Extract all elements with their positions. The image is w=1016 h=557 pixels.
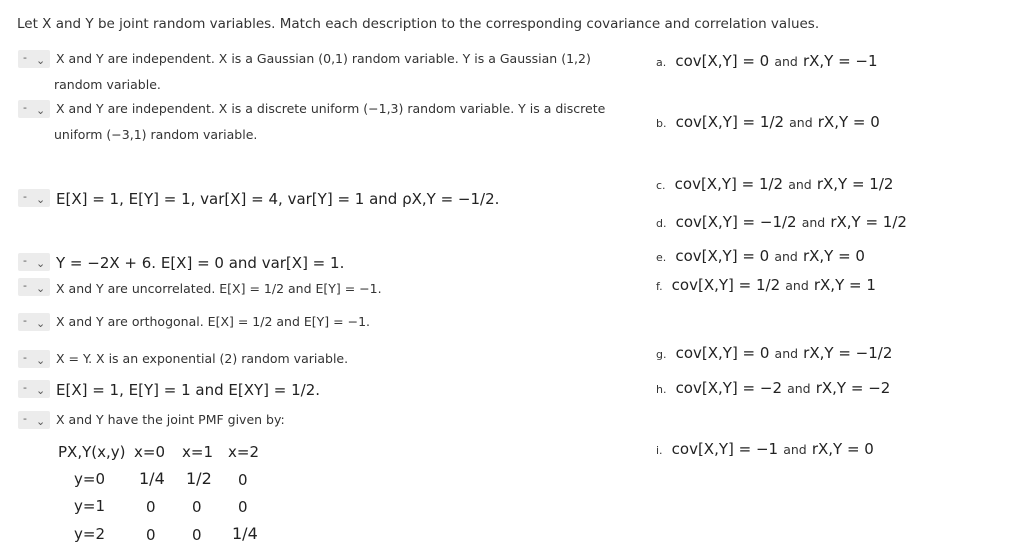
match-select-1[interactable]: - ⌄ [18,50,50,68]
chevron-down-icon: ⌄ [36,317,46,330]
pmf-row-label-y1: y=1 [74,497,105,515]
option-and: and [789,115,813,130]
pmf-cell: 0 [238,498,248,516]
option-g [656,343,892,362]
match-select-5[interactable]: - ⌄ [18,278,50,296]
option-and: and [783,442,807,457]
option-and: and [774,249,798,264]
option-a [656,51,878,70]
option-corr: rX,Y = 0 [802,247,865,265]
option-letter: i. [656,444,663,457]
match-select-9[interactable]: - ⌄ [18,411,50,429]
pmf-cell: 1/4 [139,469,165,488]
option-corr: rX,Y = −1/2 [803,344,893,362]
option-cov: cov[X,Y] = −2 [675,379,782,397]
pmf-cell: 0 [192,498,202,516]
question-7: X = Y. X is an exponential (2) random variable. [56,351,349,366]
pmf-header-x1: x=1 [182,443,213,461]
question-3: E[X] = 1, E[Y] = 1, var[X] = 4, var[Y] = 1 and ρX,Y = −1/2. [56,190,500,208]
question-5: X and Y are uncorrelated. E[X] = 1/2 and E[Y] = −1. [56,281,382,296]
chevron-down-icon: ⌄ [36,193,46,206]
pmf-cell: 1/4 [232,524,258,543]
question-8: E[X] = 1, E[Y] = 1 and E[XY] = 1/2. [56,381,321,399]
option-h [656,378,890,397]
option-cov: cov[X,Y] = −1 [671,440,779,458]
option-and: and [774,54,798,69]
pmf-header-x0: x=0 [134,443,165,461]
option-corr: rX,Y = 0 [811,440,874,458]
chevron-down-icon: ⌄ [36,384,46,397]
option-letter: d. [656,217,667,230]
option-and: and [788,177,812,192]
pmf-cell: 0 [238,471,248,489]
question-2-line-2: uniform (−3,1) random variable. [54,127,258,142]
option-d [656,212,907,231]
option-cov: cov[X,Y] = 0 [675,52,770,70]
pmf-cell: 0 [192,526,202,544]
pmf-cell: 0 [146,526,156,544]
chevron-down-icon: ⌄ [36,257,46,270]
pmf-cell: 1/2 [186,469,212,488]
option-letter: b. [656,117,667,130]
chevron-down-icon: ⌄ [36,415,46,428]
match-select-2[interactable]: - ⌄ [18,100,50,118]
option-letter: c. [656,179,666,192]
option-letter: g. [656,348,667,361]
pmf-cell: 0 [146,498,156,516]
option-letter: e. [656,251,667,264]
pmf-row-label-y2: y=2 [74,525,105,543]
option-i [656,439,874,458]
option-and: and [785,278,809,293]
option-corr: rX,Y = 0 [817,113,880,131]
question-6: X and Y are orthogonal. E[X] = 1/2 and E[Y] = −1. [56,314,370,329]
option-letter: f. [656,280,663,293]
option-cov: cov[X,Y] = −1/2 [675,213,797,231]
option-b [656,112,880,131]
chevron-down-icon: ⌄ [36,104,46,117]
option-corr: rX,Y = 1 [813,276,876,294]
pmf-header-label: PX,Y(x,y) [58,443,126,461]
intro-text: Let X and Y be joint random variables. Match each description to the corresponding covariance and correlation values. [17,16,820,32]
pmf-row-label-y0: y=0 [74,470,105,488]
question-4: Y = −2X + 6. E[X] = 0 and var[X] = 1. [56,254,345,272]
question-1-line-2: random variable. [54,77,161,92]
option-corr: rX,Y = 1/2 [816,175,894,193]
option-c [656,174,893,193]
option-corr: rX,Y = −2 [815,379,891,397]
option-and: and [774,346,799,361]
option-cov: cov[X,Y] = 0 [675,344,770,362]
question-2-line-1: X and Y are independent. X is a discrete uniform (−1,3) random variable. Y is a discrete [56,101,606,116]
option-cov: cov[X,Y] = 1/2 [671,276,781,294]
chevron-down-icon: ⌄ [36,354,46,367]
option-letter: a. [656,56,667,69]
option-corr: rX,Y = 1/2 [830,213,907,231]
option-cov: cov[X,Y] = 1/2 [675,113,785,131]
question-1-line-1: X and Y are independent. X is a Gaussian (0,1) random variable. Y is a Gaussian (1,2) [56,51,591,66]
match-select-6[interactable]: - ⌄ [18,313,50,331]
option-and: and [801,215,826,230]
match-select-8[interactable]: - ⌄ [18,380,50,398]
option-cov: cov[X,Y] = 1/2 [674,175,784,193]
chevron-down-icon: ⌄ [36,54,46,67]
option-letter: h. [656,383,667,396]
pmf-header-x2: x=2 [228,443,259,461]
option-and: and [787,381,811,396]
option-f [656,275,876,294]
match-select-7[interactable]: - ⌄ [18,350,50,368]
question-9: X and Y have the joint PMF given by: [56,412,285,427]
chevron-down-icon: ⌄ [36,282,46,295]
match-select-3[interactable]: - ⌄ [18,189,50,207]
option-cov: cov[X,Y] = 0 [675,247,770,265]
option-corr: rX,Y = −1 [802,52,878,70]
match-select-4[interactable]: - ⌄ [18,253,50,271]
option-e [656,246,865,265]
